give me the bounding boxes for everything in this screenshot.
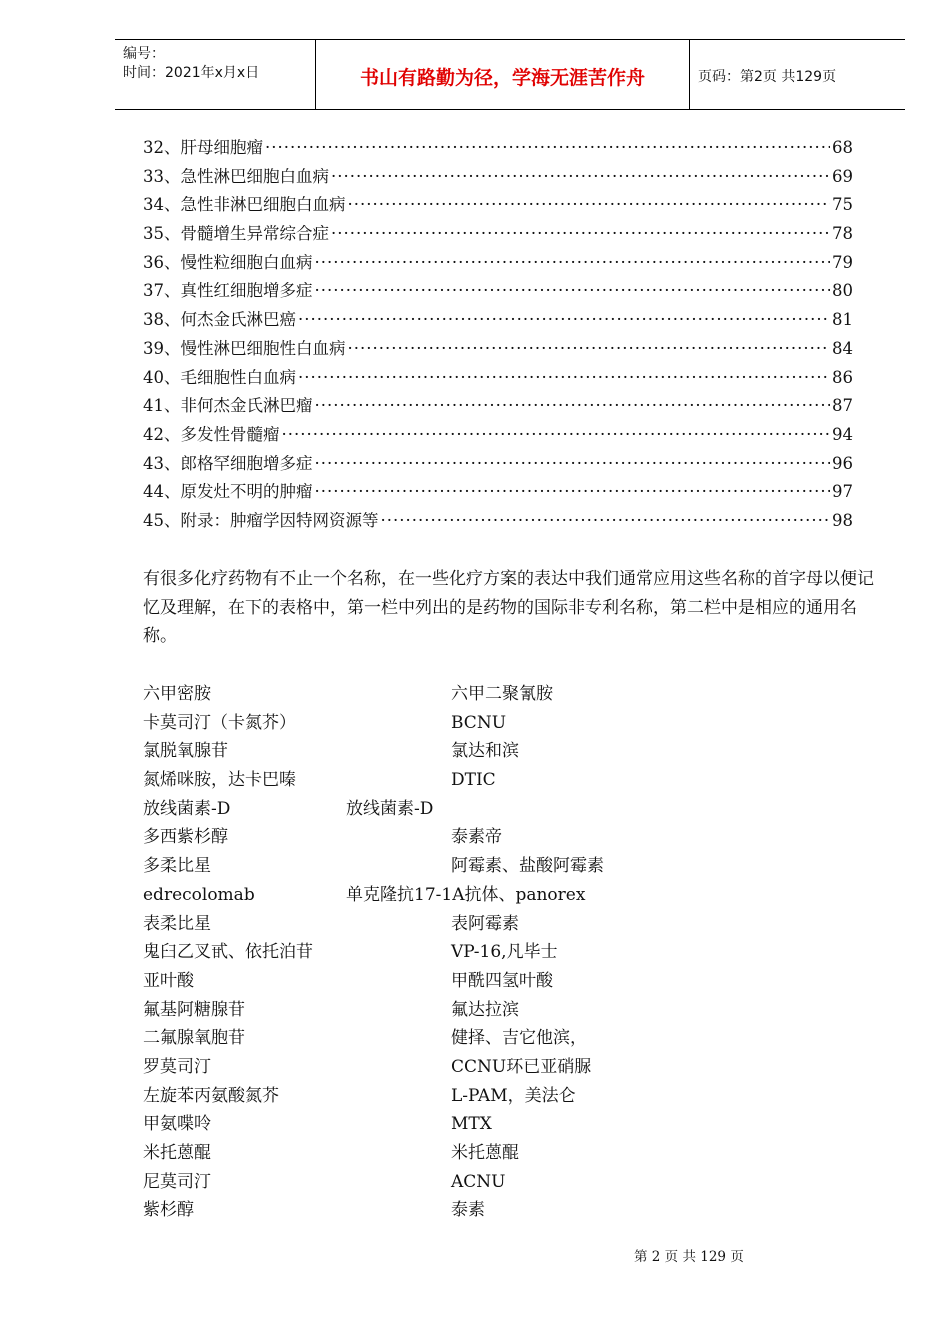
toc-entry[interactable] bbox=[143, 507, 853, 536]
drug-row bbox=[143, 1024, 843, 1053]
drug-inn-name: 六甲密胺 bbox=[143, 684, 211, 704]
drug-common-name: 甲酰四氢叶酸 bbox=[451, 970, 553, 991]
toc-entry[interactable] bbox=[143, 478, 853, 507]
toc-entry[interactable] bbox=[143, 277, 853, 306]
toc-dot-leader bbox=[315, 392, 831, 421]
toc-entry-page: 86 bbox=[832, 367, 853, 387]
toc-entry-page: 87 bbox=[832, 396, 853, 416]
drug-row bbox=[143, 823, 843, 852]
drug-inn-name: edrecolomab bbox=[143, 884, 255, 905]
drug-row bbox=[143, 766, 843, 795]
toc-entry-title: 37、真性红细胞增多症 bbox=[143, 281, 313, 301]
drug-inn-name: 氯脱氧腺苷 bbox=[143, 741, 228, 762]
drug-inn-name: 尼莫司汀 bbox=[143, 1171, 211, 1192]
toc-entry-page: 96 bbox=[832, 453, 853, 473]
drug-common-name: 单克隆抗17-1A抗体、panorex bbox=[346, 884, 586, 905]
toc-entry[interactable] bbox=[143, 249, 853, 278]
drug-common-name: 放线菌素-D bbox=[346, 798, 434, 819]
drug-row bbox=[143, 680, 843, 709]
intro-paragraph: 有很多化疗药物有不止一个名称，在一些化疗方案的表达中我们通常应用这些名称的首字母以便记忆及理解，在下的表格中，第一栏中列出的是药物的国际非专利名称，第二栏中是相应的通用名称。 bbox=[143, 569, 874, 647]
page-header bbox=[115, 39, 905, 110]
toc-entry[interactable] bbox=[143, 306, 853, 335]
drug-common-name: 泰素帝 bbox=[451, 827, 502, 848]
toc-dot-leader bbox=[298, 306, 830, 335]
drug-name-list bbox=[143, 680, 843, 1225]
drug-inn-name: 多柔比星 bbox=[143, 856, 211, 877]
toc-entry-page: 84 bbox=[832, 338, 853, 358]
drug-common-name: CCNU环已亚硝脲 bbox=[451, 1056, 592, 1077]
drug-row bbox=[143, 881, 843, 910]
toc-entry-title: 38、何杰金氏淋巴癌 bbox=[143, 310, 296, 330]
drug-row bbox=[143, 1139, 843, 1168]
drug-row bbox=[143, 967, 843, 996]
toc-entry[interactable] bbox=[143, 163, 853, 192]
drug-row bbox=[143, 852, 843, 881]
toc-entry-page: 97 bbox=[832, 482, 853, 502]
drug-common-name: DTIC bbox=[451, 770, 496, 791]
table-of-contents bbox=[143, 134, 853, 536]
drug-row bbox=[143, 709, 843, 738]
drug-common-name: L-PAM，美法仑 bbox=[451, 1085, 576, 1106]
toc-entry[interactable] bbox=[143, 450, 853, 479]
drug-common-name: 阿霉素、盐酸阿霉素 bbox=[451, 856, 604, 877]
code-label: 编号： bbox=[123, 46, 165, 62]
toc-entry-title: 35、骨髓增生异常综合症 bbox=[143, 224, 329, 244]
drug-row bbox=[143, 1110, 843, 1139]
toc-dot-leader bbox=[315, 478, 831, 507]
toc-entry-page: 78 bbox=[832, 224, 853, 244]
toc-entry-title: 41、非何杰金氏淋巴瘤 bbox=[143, 396, 313, 416]
drug-common-name: 六甲二聚氰胺 bbox=[451, 684, 553, 704]
toc-entry-page: 75 bbox=[832, 195, 853, 215]
drug-common-name: BCNU bbox=[451, 712, 507, 733]
page-label: 页码：第2页 共129页 bbox=[698, 69, 837, 85]
drug-inn-name: 多西紫杉醇 bbox=[143, 827, 228, 848]
toc-dot-leader bbox=[282, 421, 831, 450]
toc-dot-leader bbox=[315, 277, 831, 306]
toc-entry-title: 40、毛细胞性白血病 bbox=[143, 367, 296, 387]
drug-row bbox=[143, 795, 843, 824]
drug-row bbox=[143, 1168, 843, 1197]
drug-common-name: 氯达和滨 bbox=[451, 741, 519, 762]
toc-entry-title: 39、慢性淋巴细胞性白血病 bbox=[143, 338, 346, 358]
toc-entry-title: 33、急性淋巴细胞白血病 bbox=[143, 166, 329, 186]
drug-inn-name: 亚叶酸 bbox=[143, 970, 194, 991]
drug-row bbox=[143, 737, 843, 766]
toc-entry-page: 81 bbox=[832, 310, 853, 330]
toc-entry-page: 98 bbox=[832, 510, 853, 530]
drug-common-name: 泰素 bbox=[451, 1200, 485, 1221]
toc-entry-title: 42、多发性骨髓瘤 bbox=[143, 424, 280, 444]
toc-entry[interactable] bbox=[143, 134, 853, 163]
drug-inn-name: 氟基阿糖腺苷 bbox=[143, 999, 245, 1020]
drug-row bbox=[143, 1196, 843, 1225]
drug-inn-name: 卡莫司汀（卡氮芥） bbox=[143, 712, 296, 733]
toc-entry-title: 44、原发灶不明的肿瘤 bbox=[143, 482, 313, 502]
toc-entry[interactable] bbox=[143, 220, 853, 249]
toc-entry[interactable] bbox=[143, 335, 853, 364]
drug-inn-name: 表柔比星 bbox=[143, 913, 211, 934]
drug-inn-name: 罗莫司汀 bbox=[143, 1056, 211, 1077]
toc-entry[interactable] bbox=[143, 392, 853, 421]
drug-row bbox=[143, 1053, 843, 1082]
drug-common-name: VP-16,凡毕士 bbox=[451, 942, 558, 963]
toc-dot-leader bbox=[348, 191, 831, 220]
toc-entry-page: 68 bbox=[832, 138, 853, 157]
toc-entry[interactable] bbox=[143, 364, 853, 393]
drug-common-name: ACNU bbox=[451, 1171, 506, 1192]
toc-entry-title: 43、郎格罕细胞增多症 bbox=[143, 453, 313, 473]
drug-inn-name: 二氟腺氧胞苷 bbox=[143, 1028, 245, 1049]
toc-entry-page: 94 bbox=[832, 424, 853, 444]
toc-dot-leader bbox=[315, 450, 831, 479]
drug-common-name: 健择、吉它他滨， bbox=[451, 1028, 587, 1049]
toc-entry-title: 45、附录：肿瘤学因特网资源等 bbox=[143, 510, 379, 530]
header-motto-cell bbox=[316, 40, 690, 109]
header-info-cell bbox=[115, 40, 316, 109]
toc-dot-leader bbox=[331, 163, 830, 192]
toc-entry[interactable] bbox=[143, 421, 853, 450]
drug-inn-name: 氮烯咪胺，达卡巴嗪 bbox=[143, 770, 296, 791]
time-label: 时间：2021年x月x日 bbox=[123, 65, 260, 81]
drug-common-name: 氟达拉滨 bbox=[451, 999, 519, 1020]
drug-inn-name: 鬼臼乙叉甙、依托泊苷 bbox=[143, 942, 313, 963]
toc-dot-leader bbox=[348, 335, 831, 364]
header-page-cell bbox=[690, 40, 905, 109]
toc-dot-leader bbox=[265, 134, 830, 163]
toc-entry-page: 69 bbox=[832, 166, 853, 186]
drug-common-name: 米托蒽醌 bbox=[451, 1143, 519, 1163]
toc-entry[interactable] bbox=[143, 191, 853, 220]
drug-row bbox=[143, 996, 843, 1025]
drug-inn-name: 左旋苯丙氨酸氮芥 bbox=[143, 1085, 279, 1106]
motto-text: 书山有路勤为径，学海无涯苦作舟 bbox=[359, 67, 645, 89]
toc-dot-leader bbox=[331, 220, 830, 249]
drug-row bbox=[143, 1082, 843, 1111]
drug-common-name: MTX bbox=[451, 1114, 492, 1135]
drug-inn-name: 米托蒽醌 bbox=[143, 1143, 211, 1163]
drug-inn-name: 紫杉醇 bbox=[143, 1200, 194, 1221]
page-footer: 第 2 页 共 129 页 bbox=[634, 1249, 744, 1265]
toc-dot-leader bbox=[381, 507, 831, 536]
toc-dot-leader bbox=[298, 364, 830, 393]
toc-entry-title: 36、慢性粒细胞白血病 bbox=[143, 252, 313, 272]
drug-common-name: 表阿霉素 bbox=[451, 913, 519, 934]
drug-inn-name: 放线菌素-D bbox=[143, 798, 231, 819]
drug-row bbox=[143, 910, 843, 939]
toc-dot-leader bbox=[315, 249, 831, 278]
drug-row bbox=[143, 938, 843, 967]
toc-entry-title: 34、急性非淋巴细胞白血病 bbox=[143, 195, 346, 215]
drug-inn-name: 甲氨喋呤 bbox=[143, 1114, 211, 1135]
toc-entry-page: 80 bbox=[832, 281, 853, 301]
toc-entry-page: 79 bbox=[832, 252, 853, 272]
toc-entry-title: 32、肝母细胞瘤 bbox=[143, 138, 263, 157]
